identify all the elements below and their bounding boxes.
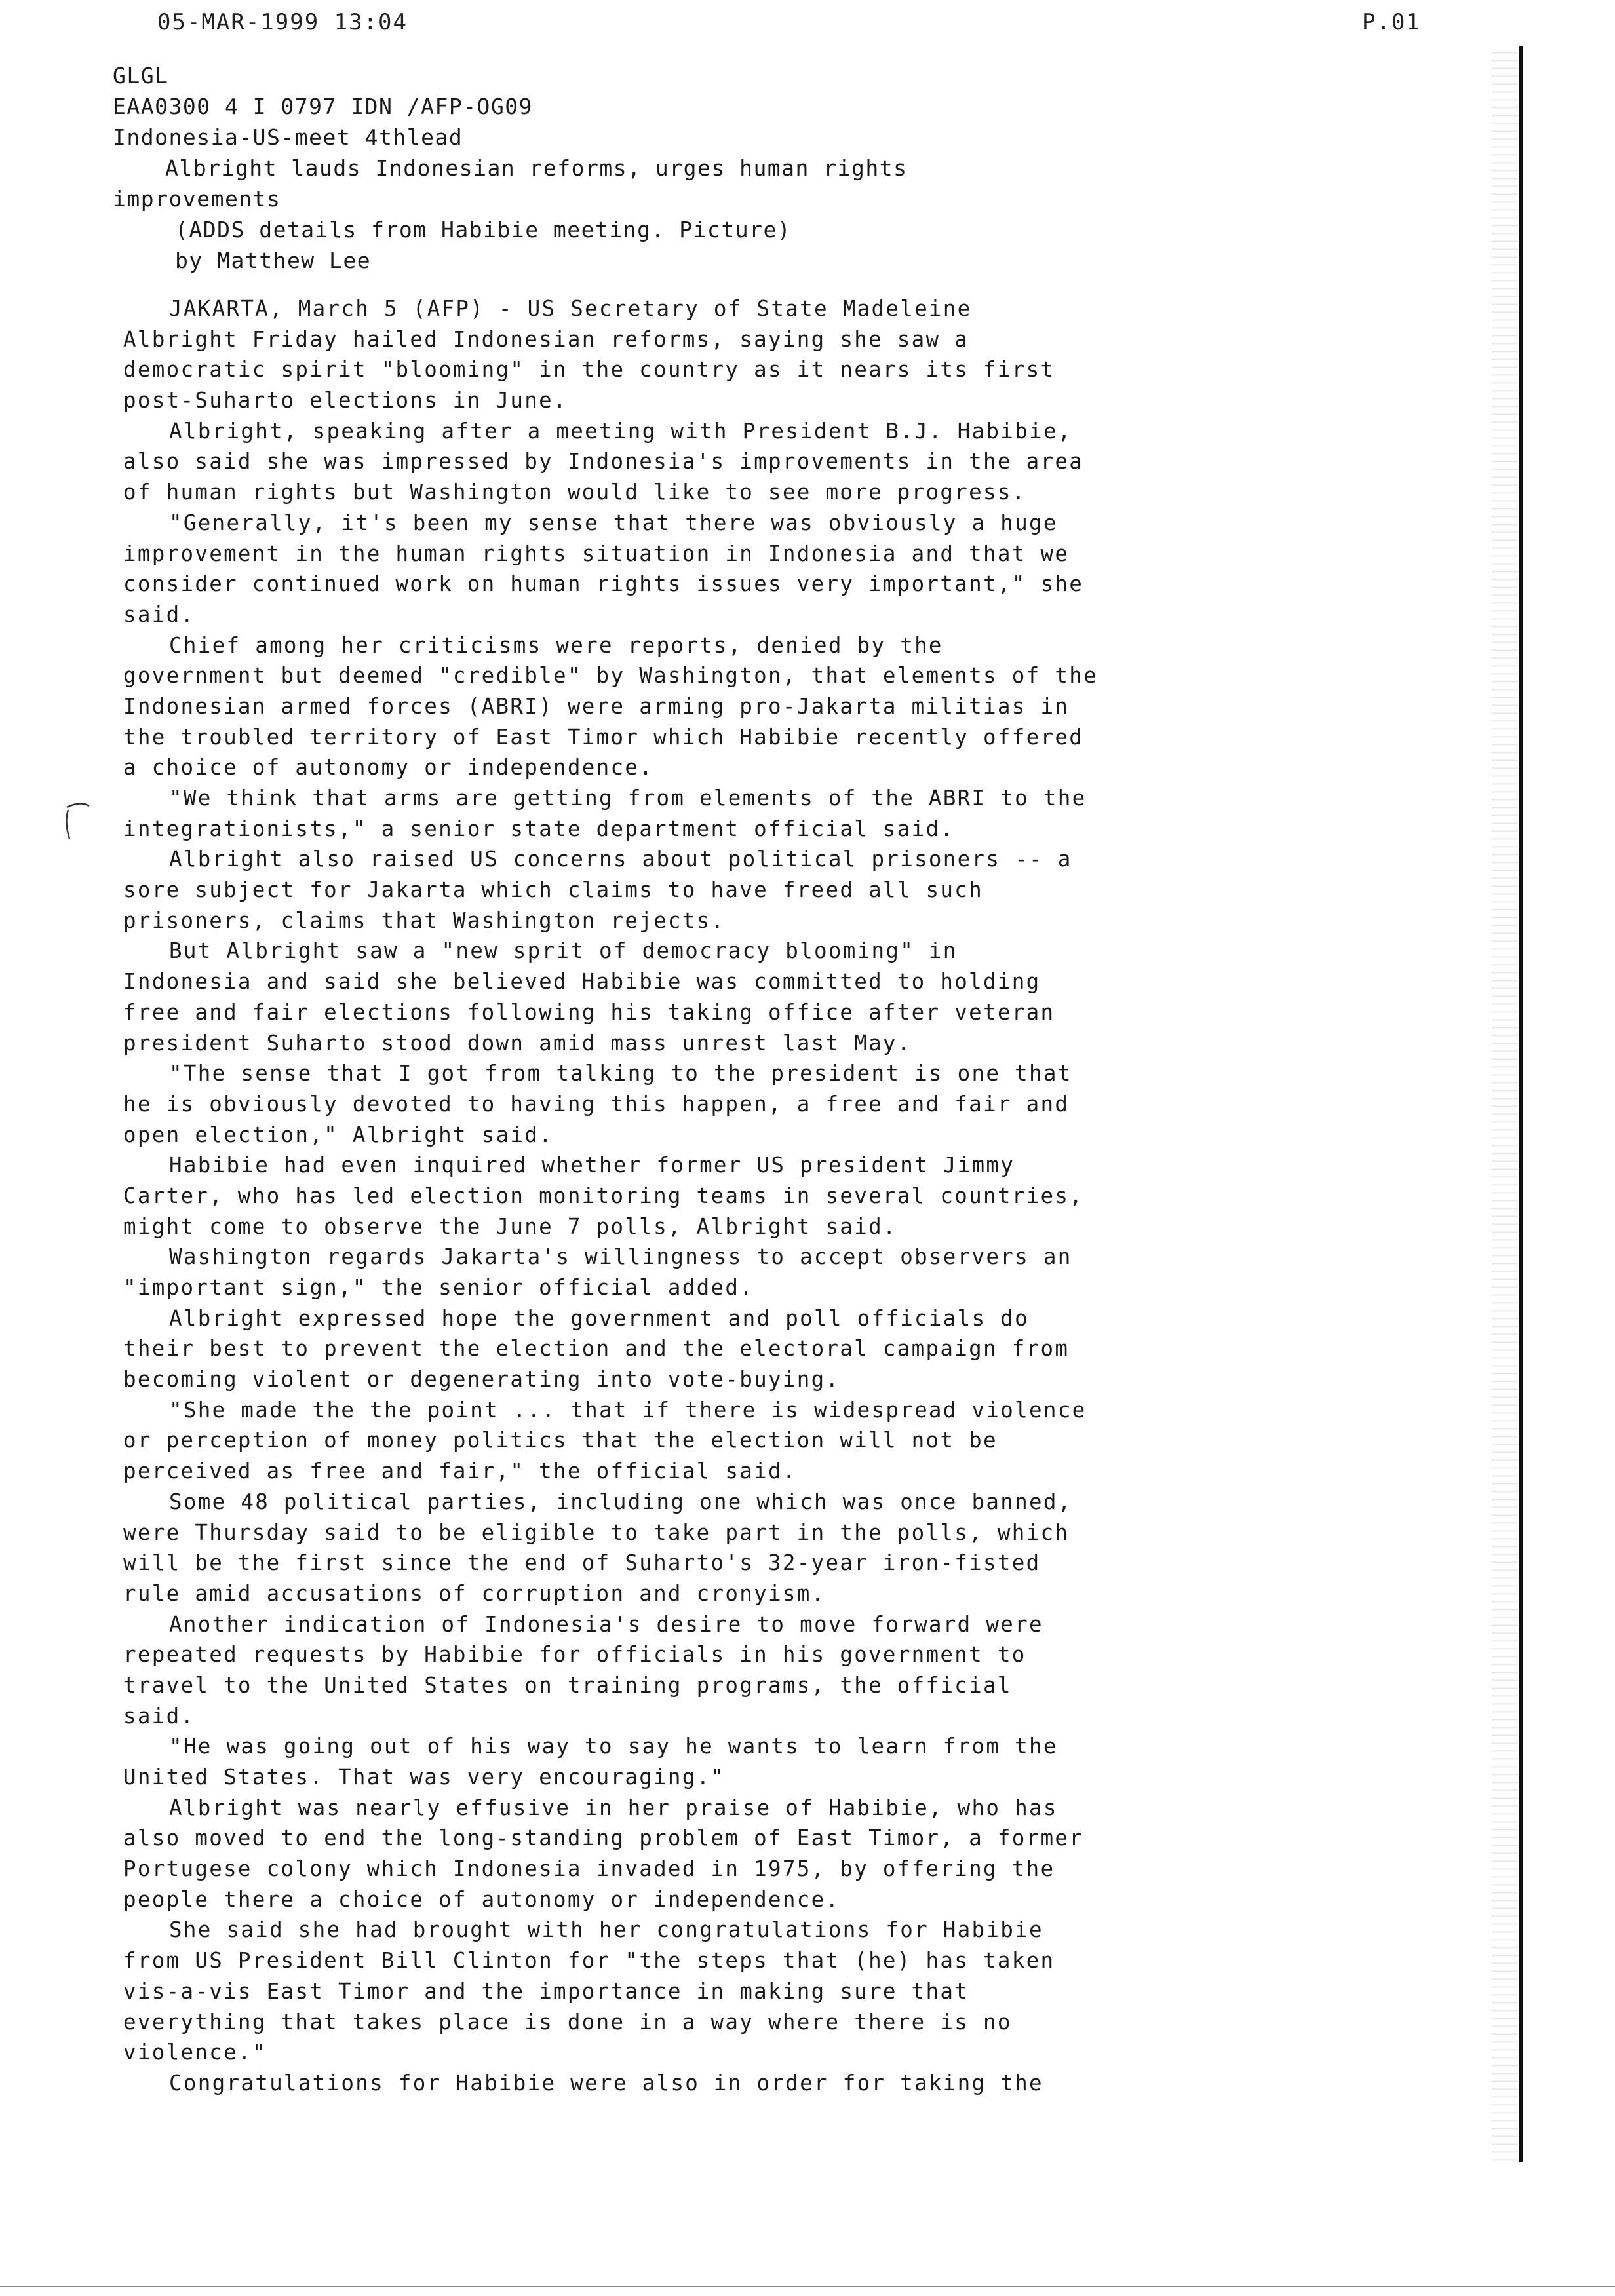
article-line: said. — [123, 1703, 195, 1729]
wire-code-2: EAA0300 4 I 0797 IDN /AFP-OG09 — [113, 94, 534, 119]
article-line: Congratulations for Habibie were also in order for taking the — [169, 2070, 1043, 2095]
article-line: travel to the United States on training programs, the official — [123, 1672, 1012, 1698]
wire-header — [113, 60, 908, 276]
article-body — [123, 294, 1224, 2099]
headline-line-2: improvements — [113, 186, 281, 212]
scan-edge-noise — [1492, 46, 1518, 2162]
article-line: were Thursday said to be eligible to take part in the polls, which — [123, 1520, 1070, 1545]
article-line: or perception of money politics that the election will not be — [123, 1428, 998, 1453]
article-line: of human rights but Washington would like to see more progress. — [123, 480, 1026, 505]
article-line: Chief among her criticisms were reports, denied by the — [169, 632, 943, 658]
article-line: violence." — [123, 2040, 267, 2065]
article-line: Albright was nearly effusive in her praise of Habibie, who has — [169, 1795, 1058, 1820]
article-line: JAKARTA, March 5 (AFP) - US Secretary of State Madeleine — [169, 296, 972, 321]
article-line: also moved to end the long-standing problem of East Timor, a former — [123, 1826, 1084, 1851]
article-line: Carter, who has led election monitoring teams in several countries, — [123, 1183, 1084, 1208]
article-line: She said she had brought with her congratulations for Habibie — [169, 1917, 1043, 1943]
article-line: But Albright saw a "new sprit of democracy blooming" in — [169, 938, 958, 964]
wire-code-1: GLGL — [113, 63, 169, 88]
article-line: Washington regards Jakarta's willingness to accept observers an — [169, 1244, 1072, 1270]
article-line: Habibie had even inquired whether former US president Jimmy — [169, 1153, 1015, 1178]
article-line: "Generally, it's been my sense that there was obviously a huge — [169, 510, 1058, 535]
article-line: United States. That was very encouraging." — [123, 1765, 726, 1789]
article-line: "She made the the point ... that if there is widespread violence — [169, 1397, 1087, 1423]
article-line: he is obviously devoted to having this happen, a free and fair and — [123, 1091, 1070, 1117]
article-line: everything that takes place is done in a way where there is no — [123, 2009, 1012, 2035]
article-line: Albright expressed hope the government and poll officials do — [169, 1305, 1029, 1331]
update-note: (ADDS details from Habibie meeting. Picture) — [175, 217, 792, 242]
article-line: vis-a-vis East Timor and the importance in making sure that — [123, 1978, 969, 2004]
byline: by Matthew Lee — [175, 248, 372, 273]
article-line: Albright also raised US concerns about political prisoners -- a — [169, 847, 1072, 872]
article-line: might come to observe the June 7 polls, Albright said. — [123, 1214, 897, 1239]
article-line: government but deemed "credible" by Washington, that elements of the — [123, 663, 1098, 689]
article-line: "We think that arms are getting from elements of the ABRI to the — [169, 786, 1087, 811]
article-line: rule amid accusations of corruption and cronyism. — [123, 1580, 826, 1606]
article-line: consider continued work on human rights issues very important," she — [123, 571, 1084, 597]
article-line: said. — [123, 602, 195, 627]
article-line: democratic spirit "blooming" in the country as it nears its first — [123, 357, 1055, 383]
article-line: Some 48 political parties, including one which was once banned, — [169, 1489, 1072, 1514]
article-line: also said she was impressed by Indonesia's improvements in the area — [123, 449, 1084, 474]
article-line: Indonesia and said she believed Habibie was committed to holding — [123, 969, 1041, 995]
article-line: their best to prevent the election and the electoral campaign from — [123, 1336, 1070, 1362]
article-line: people there a choice of autonomy or independence. — [123, 1886, 840, 1912]
article-line: integrationists," a senior state department official said. — [123, 816, 955, 841]
article-line: Indonesian armed forces (ABRI) were arming pro-Jakarta militias in — [123, 693, 1070, 719]
article-line: becoming violent or degenerating into vote-buying. — [123, 1367, 840, 1392]
article-line: "He was going out of his way to say he wants to learn from the — [169, 1734, 1058, 1759]
article-line: Another indication of Indonesia's desire to move forward were — [169, 1611, 1043, 1637]
article-line: improvement in the human rights situation in Indonesia and that we — [123, 541, 1070, 566]
article-line: Albright, speaking after a meeting with President B.J. Habibie, — [169, 418, 1072, 444]
article-line: the troubled territory of East Timor which Habibie recently offered — [123, 724, 1084, 750]
article-line: open election," Albright said. — [123, 1122, 553, 1147]
article-line: president Suharto stood down amid mass unrest last May. — [123, 1030, 912, 1056]
article-line: from US President Bill Clinton for "the steps that (he) has taken — [123, 1948, 1055, 1974]
fax-page-number: P.01 — [1362, 9, 1421, 35]
article-line: post-Suharto elections in June. — [123, 388, 568, 413]
margin-pen-mark-icon — [60, 799, 93, 845]
article-line: Albright Friday hailed Indonesian reforms, saying she saw a — [123, 326, 969, 352]
scan-edge-line — [1519, 46, 1523, 2162]
article-line: sore subject for Jakarta which claims to have freed all such — [123, 877, 983, 903]
article-line: free and fair elections following his taking office after veteran — [123, 999, 1055, 1025]
wire-slug: Indonesia-US-meet 4thlead — [113, 124, 463, 150]
fax-timestamp: 05-MAR-1999 13:04 — [157, 9, 408, 35]
article-line: "important sign," the senior official added. — [123, 1275, 754, 1300]
headline-line-1: Albright lauds Indonesian reforms, urges human rights — [165, 155, 908, 181]
article-line: perceived as free and fair," the official said. — [123, 1459, 797, 1484]
article-line: prisoners, claims that Washington rejects. — [123, 908, 726, 933]
article-line: a choice of autonomy or independence. — [123, 755, 654, 780]
article-line: repeated requests by Habibie for officials in his government to — [123, 1642, 1026, 1668]
article-line: "The sense that I got from talking to the president is one that — [169, 1061, 1072, 1086]
article-line: Portugese colony which Indonesia invaded in 1975, by offering the — [123, 1856, 1055, 1882]
article-line: will be the first since the end of Suharto's 32-year iron-fisted — [123, 1550, 1041, 1576]
page-bottom-edge — [0, 2286, 1615, 2287]
